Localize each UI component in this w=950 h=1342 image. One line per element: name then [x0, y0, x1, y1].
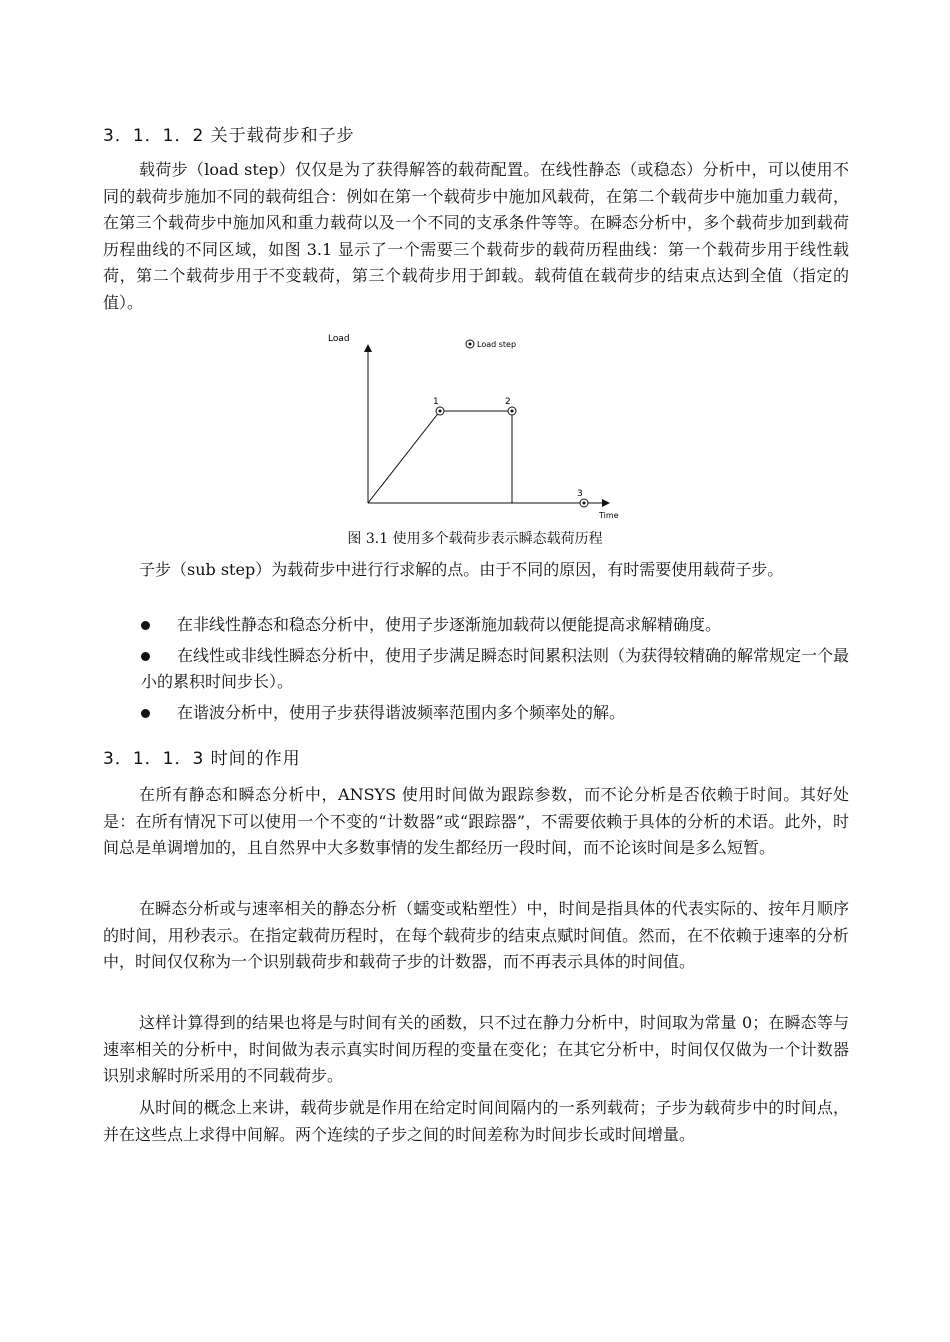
sub-step-uses-list — [103, 612, 849, 730]
section-heading-load-steps: 3．1．1．2 关于载荷步和子步 — [103, 126, 355, 146]
load-history-chart — [320, 330, 630, 522]
load-history-line — [368, 411, 584, 503]
load-step-markers — [433, 397, 588, 507]
bullet-icon — [141, 621, 150, 630]
series-layer — [368, 411, 584, 503]
list-item-text: 在谐波分析中，使用子步获得谐波频率范围内多个频率处的解。 — [177, 702, 626, 722]
list-item — [103, 643, 849, 696]
load-step-label-2: 2 — [505, 397, 511, 407]
section-heading-role-of-time: 3．1．1．3 时间的作用 — [103, 749, 301, 769]
paragraph-time-meaning: 在瞬态分析或与速率相关的静态分析（蠕变或粘塑性）中，时间是指具体的代表实际的、按年月顺序的时间，用秒表示。在指定载荷历程时，在每个载荷步的结束点赋时间值。然而，在不依赖于速率的分析中，时间仅仅称为一个识别载荷步和载荷子步的计数器，而不再表示具体的时间值。 — [103, 899, 849, 971]
load-history-figure — [320, 330, 630, 522]
paragraph-time-results: 这样计算得到的结果也将是与时间有关的函数，只不过在静力分析中，时间取为常量 0；在瞬态等与速率相关的分析中，时间做为表示真实时间历程的变量在变化；在其它分析中，时间仅仅做为一个计数器识别求解时所采用的不同载荷步。 — [103, 1013, 849, 1085]
paragraph-sub-step-definition: 子步（sub step）为载荷步中进行行求解的点。由于不同的原因，有时需要使用载荷子步。 — [139, 560, 784, 579]
paragraph-time-concept: 从时间的概念上来讲，载荷步就是作用在给定时间间隔内的一系列载荷；子步为载荷步中的时间点，并在这些点上求得中间解。两个连续的子步之间的时间差称为时间步长或时间增量。 — [103, 1098, 849, 1144]
paragraph-load-step-definition: 载荷步（load step）仅仅是为了获得解答的载荷配置。在线性静态（或稳态）分析中，可以使用不同的载荷步施加不同的载荷组合：例如在第一个载荷步中施加风载荷，在第二个载荷步中施加重力载荷，在第三个载荷步中施加风和重力载荷以及一个不同的支承条件等等。在瞬态分析中，多个载荷步加到载荷历程曲线的不同区域，如图 3.1 显示了一个需要三个载荷步的载荷历程曲线：第一个载荷步用于线性载荷，第二个载荷步用于不变载荷，第三个载荷步用于卸载。载荷值在载荷步的结束点达到全值（指定的值）。 — [103, 160, 849, 312]
load-step-marker-dot-3 — [583, 502, 586, 505]
legend — [466, 340, 516, 349]
load-step-marker-dot-1 — [439, 410, 442, 413]
load-step-marker-dot-2 — [511, 410, 514, 413]
y-axis-label: Load — [328, 334, 350, 344]
load-step-label-3: 3 — [577, 489, 583, 499]
load-step-label-1: 1 — [433, 397, 439, 407]
list-item — [103, 612, 849, 639]
bullet-icon — [141, 709, 150, 718]
legend-marker-dot — [469, 343, 472, 346]
bullet-icon — [141, 652, 150, 661]
x-axis-label: Time — [599, 511, 619, 520]
list-item — [103, 700, 849, 727]
list-item-text: 在非线性静态和稳态分析中，使用子步逐渐施加载荷以便能提高求解精确度。 — [177, 615, 722, 634]
list-item-text: 在线性或非线性瞬态分析中，使用子步满足瞬态时间累积法则（为获得较精确的解常规定一个最小的累积时间步长）。 — [141, 645, 850, 691]
paragraph-time-tracking: 在所有静态和瞬态分析中，ANSYS 使用时间做为跟踪参数，而不论分析是否依赖于时间。其好处是：在所有情况下可以使用一个不变的“计数器”或“跟踪器”，不需要依赖于具体的分析的术语。此外，时间总是单调增加的，且自然界中大多数事情的发生都经历一段时间，而不论该时间是多么短暂。 — [103, 785, 849, 857]
figure-caption: 图 3.1 使用多个载荷步表示瞬态载荷历程 — [347, 531, 603, 547]
legend-label: Load step — [477, 340, 517, 349]
